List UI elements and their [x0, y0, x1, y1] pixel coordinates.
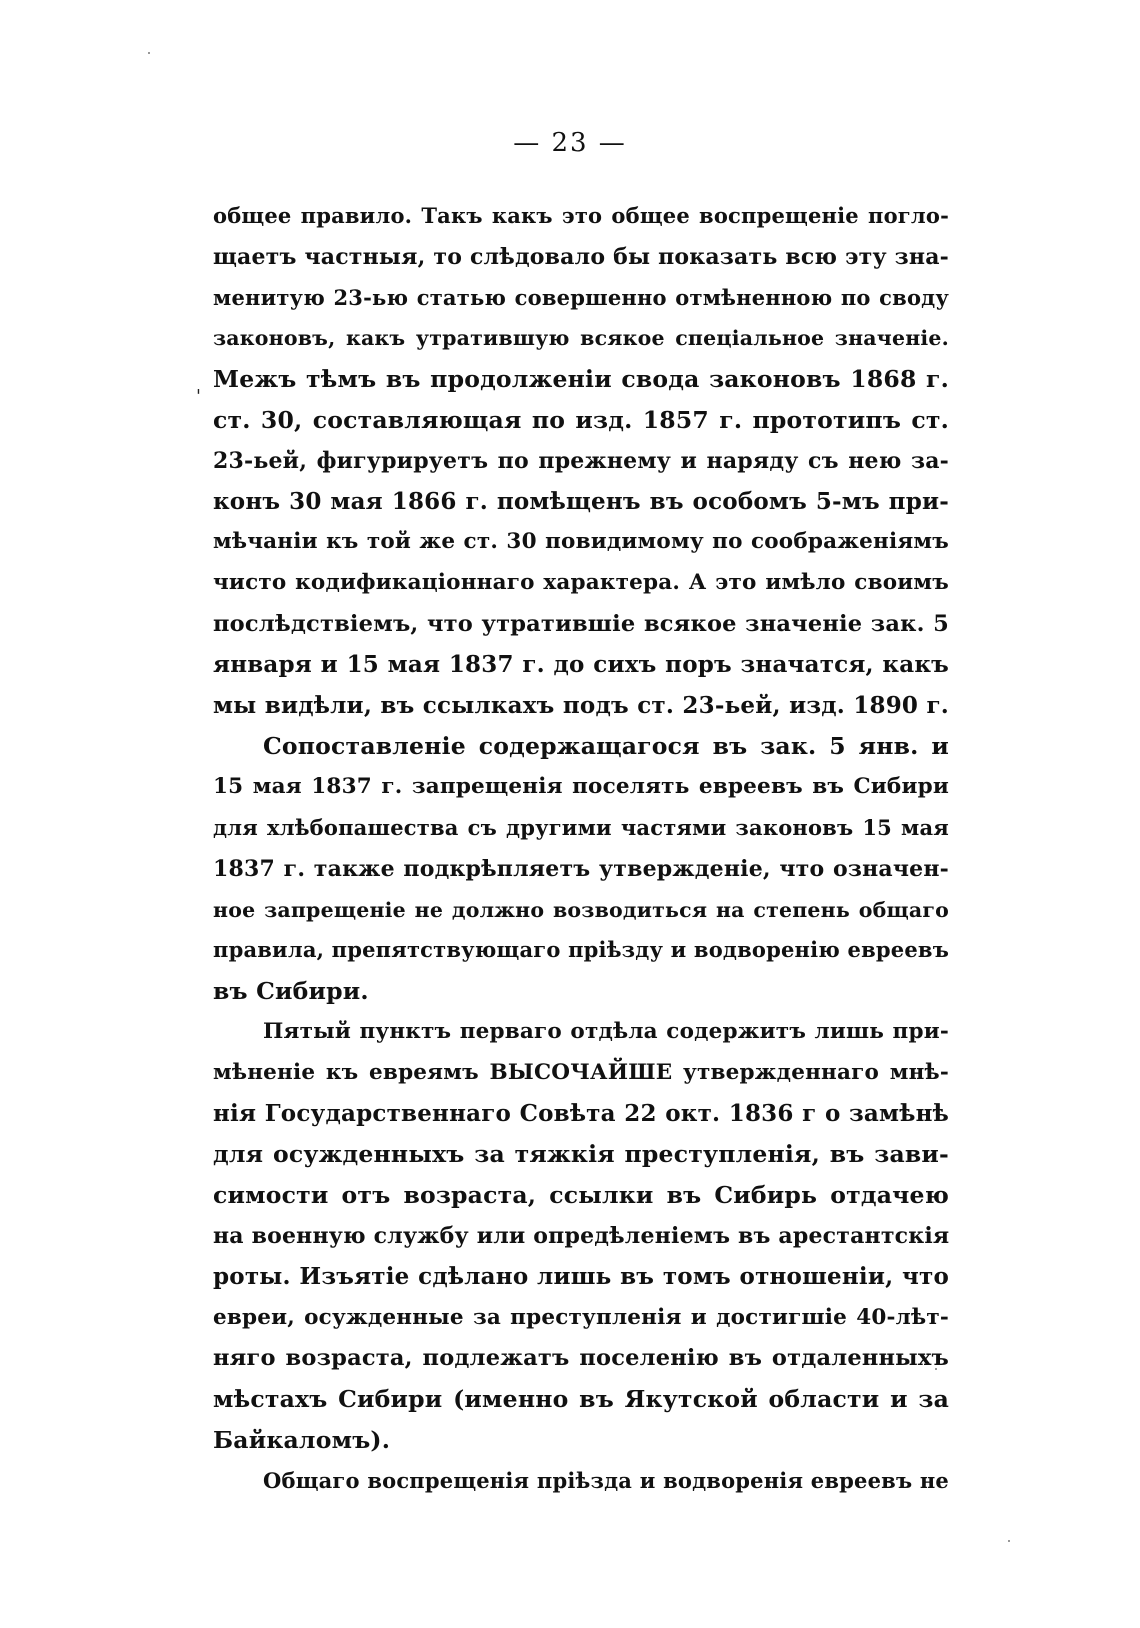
text-line: Межъ тѣмъ въ продолженіи свода законовъ 1868 г.: [213, 365, 949, 394]
text-line: въ Сибири.: [213, 977, 369, 1006]
text-line: роты. Изъятіе сдѣлано лишь въ томъ отношеніи, что: [213, 1262, 949, 1290]
text-line: евреи, осужденные за преступленія и достигшіе 40-лѣт-: [213, 1304, 949, 1330]
page-number: — 23 —: [513, 128, 627, 158]
text-line: ное запрещеніе не должно возводиться на степень общаго: [213, 897, 949, 922]
text-line: менитую 23-ью статью совершенно отмѣненною по своду: [213, 284, 949, 310]
text-line: симости отъ возраста, ссылки въ Сибирь отдачею: [213, 1181, 949, 1210]
text-line: законовъ, какъ утратившую всякое спеціальное значеніе.: [213, 326, 949, 351]
text-line: для осужденныхъ за тяжкія преступленія, въ зави-: [213, 1140, 949, 1169]
text-line: ст. 30, составляющая по изд. 1857 г. прототипъ ст.: [213, 405, 949, 434]
text-line: чисто кодификаціоннаго характера. А это имѣло своимъ: [213, 570, 949, 596]
text-line: на военную службу или опредѣленіемъ въ арестантскія: [213, 1222, 950, 1249]
text-line: 15 мая 1837 г. запрещенія поселять евреевъ въ Сибири: [213, 774, 949, 800]
text-line: мѣчаніи къ той же ст. 30 повидимому по соображеніямъ: [213, 529, 949, 555]
text-line: Байкаломъ).: [213, 1425, 391, 1454]
text-line: правила, препятствующаго пріѣзду и водворенію евреевъ: [213, 937, 949, 963]
margin-mark: ': [196, 386, 201, 407]
text-line: 23-ьей, фигурируетъ по прежнему и наряду съ нею за-: [213, 447, 949, 474]
text-line: нія Государственнаго Совѣта 22 окт. 1836 г о замѣнѣ: [213, 1099, 949, 1127]
text-line: января и 15 мая 1837 г. до сихъ поръ значатся, какъ: [213, 650, 949, 678]
scan-speck: [148, 52, 150, 54]
text-line: щаетъ частныя, то слѣдовало бы показать всю эту зна-: [213, 243, 949, 270]
paragraph-first-line: Общаго воспрещенія пріѣзда и водворенія евреевъ не: [263, 1467, 949, 1493]
paragraph-first-line: Пятый пунктъ перваго отдѣла содержитъ лишь при-: [263, 1018, 949, 1044]
text-line: мѣстахъ Сибири (именно въ Якутской области и за: [213, 1385, 949, 1414]
text-line: конъ 30 мая 1866 г. помѣщенъ въ особомъ 5-мъ при-: [213, 487, 949, 515]
text-line: послѣдствіемъ, что утратившіе всякое значеніе зак. 5: [213, 610, 949, 637]
text-line: мы видѣли, въ ссылкахъ подъ ст. 23-ьей, изд. 1890 г.: [213, 691, 949, 719]
text-line: няго возраста, подлежатъ поселенію въ отдаленныхъ: [213, 1345, 949, 1372]
text-line: мѣненіе къ евреямъ ВЫСОЧАЙШЕ утвержденнаго мнѣ-: [213, 1059, 949, 1085]
body-text: [213, 196, 949, 1502]
text-line: для хлѣбопашества съ другими частями законовъ 15 мая: [213, 814, 949, 840]
text-line: 1837 г. также подкрѣпляетъ утвержденіе, что означен-: [213, 855, 949, 882]
text-line: общее правило. Такъ какъ это общее воспрещеніе погло-: [213, 203, 949, 228]
paragraph-first-line: Сопоставленіе содержащагося въ зак. 5 янв. и: [263, 732, 949, 761]
scan-speck: [1008, 1540, 1010, 1542]
